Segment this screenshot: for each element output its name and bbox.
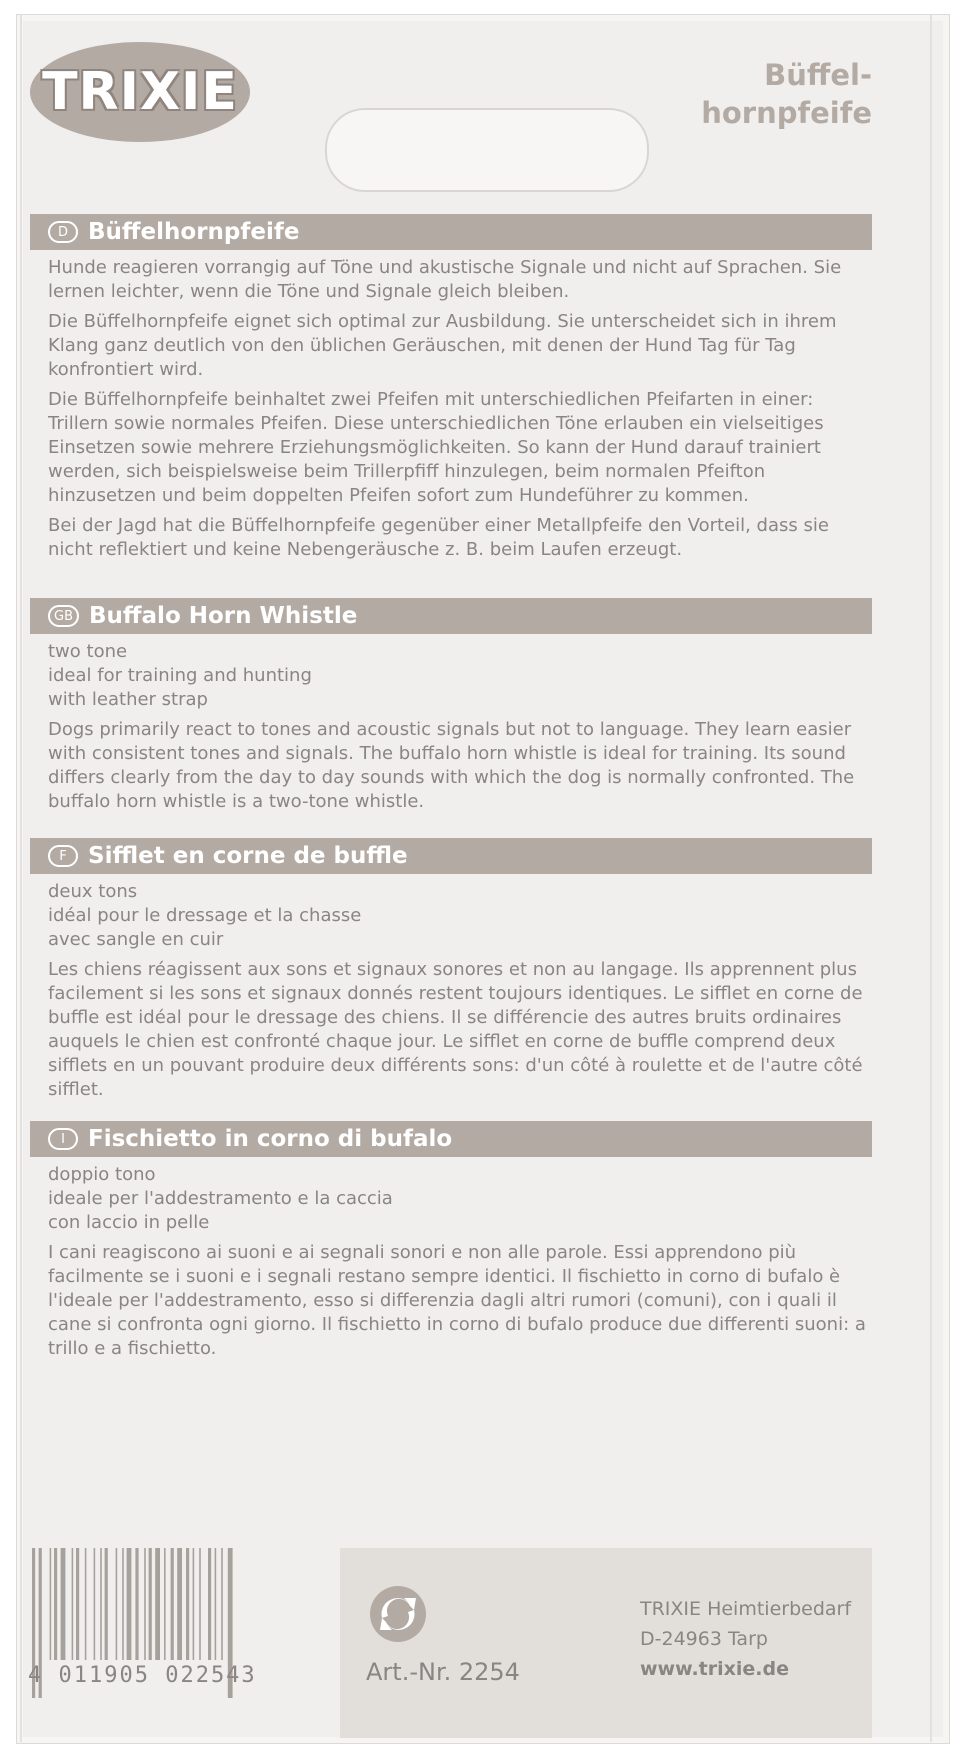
section-body [30,1157,872,1361]
section-body [30,874,872,1102]
language-badge: GB [48,605,79,627]
feature-item: ideal for training and hunting [48,665,312,686]
address-city: D-24963 Tarp [640,1628,768,1650]
feature-list [48,1163,872,1235]
section-english [30,598,872,820]
website-link[interactable]: www.trixie.de [640,1658,789,1680]
section-italian [30,1121,872,1367]
address-company: TRIXIE Heimtierbedarf [640,1598,852,1620]
feature-list [48,640,872,712]
paragraph: Hunde reagieren vorrangig auf Töne und akustische Signale und nicht auf Sprachen. Sie lernen leichter, wenn die Töne und Signale gleich bleiben. [48,257,842,302]
product-title-line2: hornpfeife [701,96,872,130]
hang-hole [325,108,649,192]
feature-item: avec sangle en cuir [48,929,224,950]
section-title: Büffelhornpfeife [88,219,300,245]
paragraph: Dogs primarily react to tones and acoustic signals but not to language. They learn easier with consistent tones and signals. The buffalo horn whistle is ideal for training. Its sound differs clearly from the day to day sounds with which the dog is normally confronted. The buffalo horn whistle is a two-tone whistle. [48,719,855,812]
feature-item: deux tons [48,881,138,902]
recycle-icon [368,1584,428,1644]
section-header [30,598,872,634]
language-badge: F [48,845,78,867]
paragraph: Die Büffelhornpfeife beinhaltet zwei Pfeifen mit unterschiedlichen Pfeifarten in einer: Trillern sowie normales Pfeifen. Diese unterschiedlichen Töne erlauben ein vielseitiges Einsetzen sowie mehrere Erziehungsmöglichkeiten. So kann der Hund darauf trainiert werden, sich beispielsweise beim Trillerpfiff hinzulegen, beim normalen Pfeifton hinzusetzen und beim doppelten Pfeifen sofort zum Hundeführer zu kommen. [48,389,824,506]
feature-item: ideale per l'addestramento e la caccia [48,1188,393,1209]
section-title: Buffalo Horn Whistle [89,603,358,629]
section-body [30,634,872,814]
feature-item: two tone [48,641,128,662]
feature-item: doppio tono [48,1164,156,1185]
section-header [30,1121,872,1157]
logo-text: TRIXIE [42,62,238,122]
section-header [30,838,872,874]
product-title [612,56,872,132]
blister-edge-left [20,14,22,1742]
section-header [30,214,872,250]
section-german [30,214,872,568]
barcode-number: 4 011905 022543 [28,1663,257,1688]
section-title: Fischietto in corno di bufalo [88,1126,453,1152]
feature-item: idéal pour le dressage et la chasse [48,905,362,926]
paragraph: Bei der Jagd hat die Büffelhornpfeife gegenüber einer Metallpfeife den Vorteil, dass sie nicht reflektiert und keine Nebengeräusche z. B. beim Laufen erzeugt. [48,515,829,560]
paragraph: I cani reagiscono ai suoni e ai segnali sonori e non alle parole. Essi apprendono più facilmente se i suoni e i segnali restano sempre identici. Il fischietto in corno di bufalo è l'ideale per l'addestramento, esso si differenzia dagli altri rumori (comuni), con i quali il cane si confronta ogni giorno. Il fischietto in corno di bufalo produce due differenti suoni: a trillo e a fischietto. [48,1242,866,1359]
brand-logo [30,42,250,142]
section-french [30,838,872,1108]
paragraph: Les chiens réagissent aux sons et signaux sonores et non au langage. Ils apprennent plus facilement si les sons et signaux donnés restent toujours identiques. Le sifflet en corne de buffle est idéal pour le dressage des chiens. Il se différencie des autres bruits ordinaires auquels le chien est confronté chaque jour. Le sifflet en corne de buffle comprend deux sifflets en un pouvant produire deux différents sons: d'un côté à roulette et de l'autre côté sifflet. [48,959,863,1100]
feature-item: with leather strap [48,689,208,710]
language-badge: D [48,221,78,243]
product-title-line1: Büffel- [764,58,872,92]
manufacturer-address [640,1594,851,1684]
blister-edge-right [930,14,932,1742]
section-body [30,250,872,562]
article-number: Art.-Nr. 2254 [366,1658,520,1686]
paragraph: Die Büffelhornpfeife eignet sich optimal zur Ausbildung. Sie unterscheidet sich in ihrem Klang ganz deutlich von den üblichen Geräuschen, mit denen der Hund Tag für Tag konfrontiert wird. [48,311,837,380]
feature-list [48,880,872,952]
section-title: Sifflet en corne de buffle [88,843,408,869]
feature-item: con laccio in pelle [48,1212,210,1233]
language-badge: I [48,1128,78,1150]
